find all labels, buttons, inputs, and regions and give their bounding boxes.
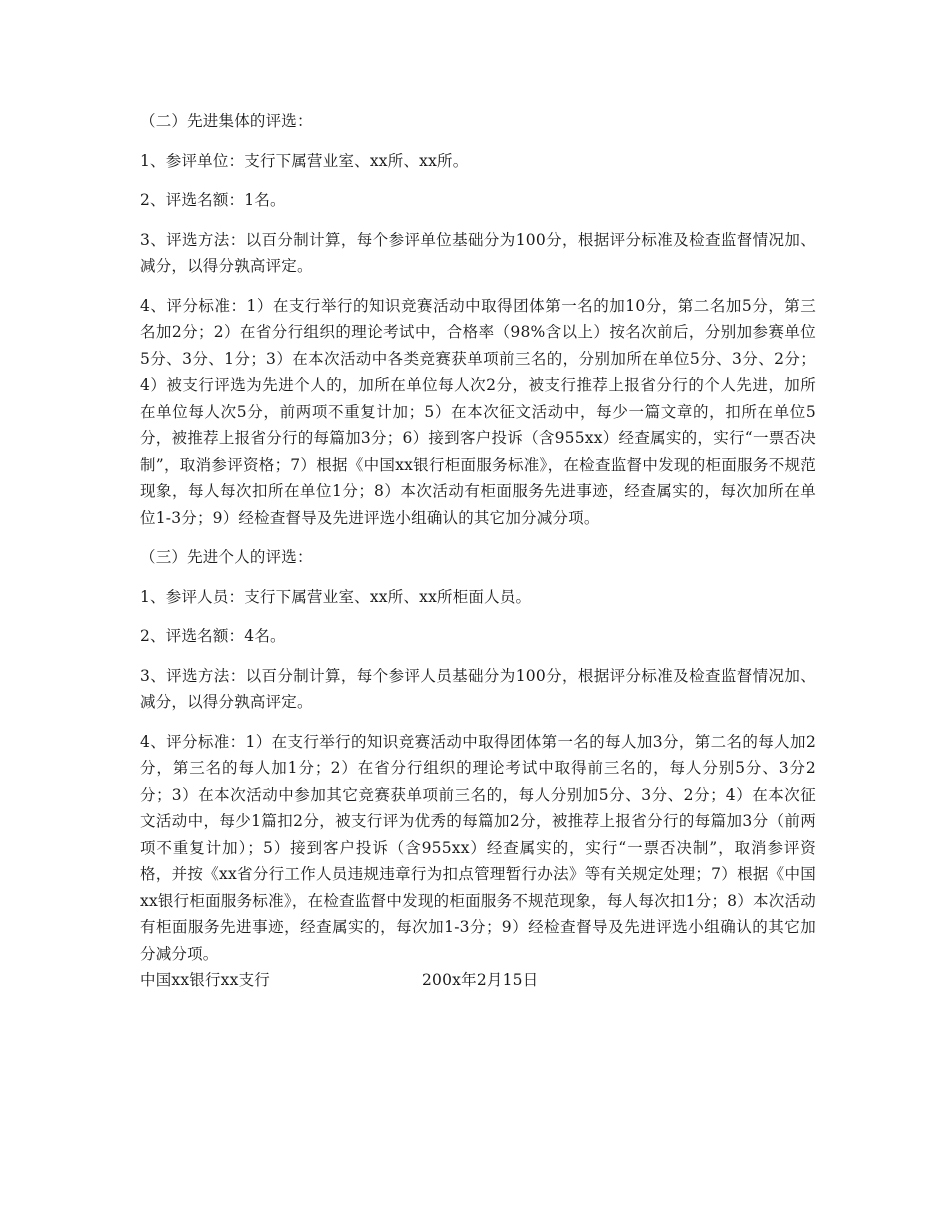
section-2-item-2: 2、评选名额：1名。 <box>140 191 286 209</box>
section-2-item-4: 4、评分标准：1）在支行举行的知识竞赛活动中取得团体第一名的加10分，第二名加5分，第三名加2分；2）在省分行组织的理论考试中，合格率（98%含以上）按名次前后，分别加参赛单位5分、3分、1分；3）在本次活动中各类竞赛获单项前三名的，分别加所在单位5分、3分、2分；4）被支行评选为先进个人的，加所在单位每人次2分，被支行推荐上报省分行的个人先进，加所在单位每人次5分，前两项不重复计加；5）在本次征文活动中，每少一篇文章的，扣所在单位5分，被推荐上报省分行的每篇加3分；6）接到客户投诉（含955xx）经查属实的，实行“一票否决制”，取消参评资格；7）根据《中国xx银行柜面服务标准》，在检查监督中发现的柜面服务不规范现象，每人每次扣所在单位1分；8）本次活动有柜面服务先进事迹，经查属实的，每次加所在单位1-3分；9）经检查督导及先进评选小组确认的其它加分减分项。 <box>140 296 816 527</box>
section-3-item-3: 3、评选方法：以百分制计算，每个参评人员基础分为100分，根据评分标准及检查监督情况加、减分，以得分孰高评定。 <box>140 666 816 711</box>
signature-organization: 中国xx银行xx支行 <box>140 971 270 989</box>
section-3-item-1: 1、参评人员：支行下属营业室、xx所、xx所柜面人员。 <box>140 587 532 606</box>
signature-line <box>140 967 816 994</box>
section-2-heading: （二）先进集体的评选： <box>140 112 313 130</box>
section-2-item-1: 1、参评单位：支行下属营业室、xx所、xx所。 <box>140 151 469 170</box>
section-3-item-2: 2、评选名额：4名。 <box>140 627 286 645</box>
section-3-heading: （三）先进个人的评选： <box>140 548 313 566</box>
section-3-item-4: 4、评分标准：1）在支行举行的知识竞赛活动中取得团体第一名的每人加3分，第二名的每人加2分，第三名的每人加1分；2）在省分行组织的理论考试中取得前三名的，每人分别5分、3分2分；3）在本次活动中参加其它竞赛获单项前三名的，每人分别加5分、3分、2分；4）在本次征文活动中，每少1篇扣2分，被支行评为优秀的每篇加2分，被推荐上报省分行的每篇加3分（前两项不重复计加）；5）接到客户投诉（含955xx）经查属实的，实行“一票否决制”，取消参评资格，并按《xx省分行工作人员违规违章行为扣点管理暂行办法》等有关规定处理；7）根据《中国xx银行柜面服务标准》，在检查监督中发现的柜面服务不规范现象，每人每次扣1分；8）本次活动有柜面服务先进事迹，经查属实的，每次加1-3分；9）经检查督导及先进评选小组确认的其它加分减分项。 <box>140 732 816 963</box>
section-2-item-3: 3、评选方法：以百分制计算，每个参评单位基础分为100分，根据评分标准及检查监督情况加、减分，以得分孰高评定。 <box>140 230 816 275</box>
document-body <box>140 108 816 994</box>
signature-date: 200x年2月15日 <box>422 971 539 989</box>
